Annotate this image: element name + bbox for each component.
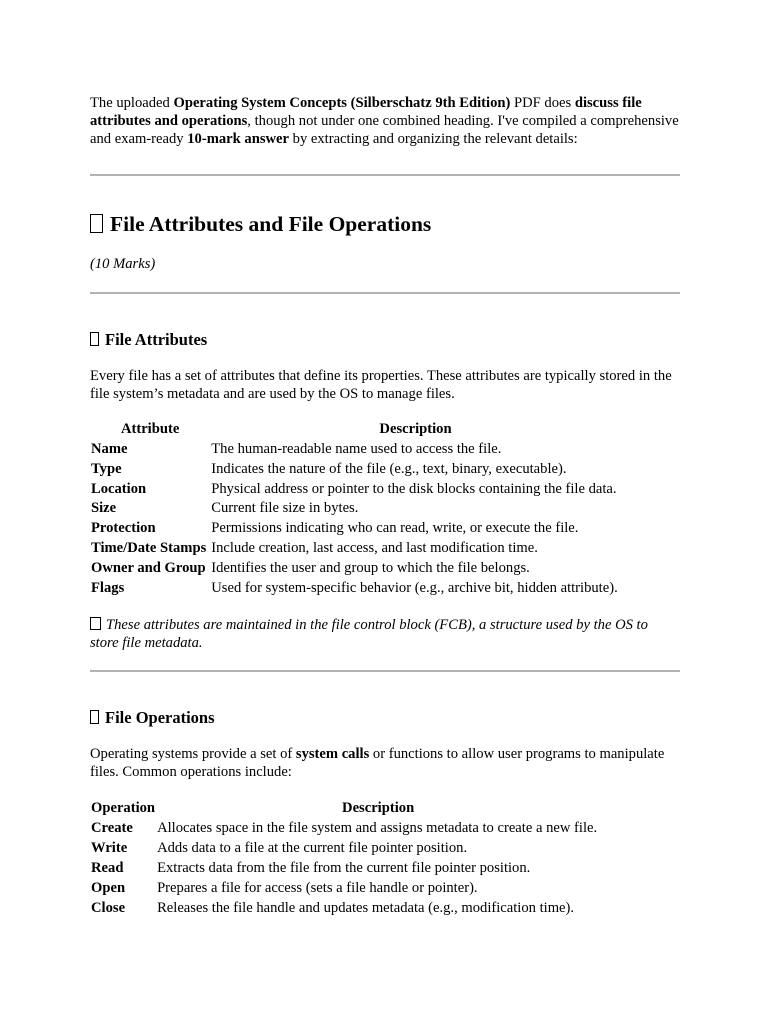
attribute-name: Size xyxy=(91,500,117,517)
operation-name: Read xyxy=(91,859,124,876)
attribute-description: Indicates the nature of the file (e.g., text, binary, executable). xyxy=(211,460,567,477)
operations-text-2: or functions to allow user programs to manipulate files. Common operations include: xyxy=(90,746,665,781)
table-row xyxy=(89,519,620,539)
attribute-description: Identifies the user and group to which the file belongs. xyxy=(211,559,530,576)
intro-marks: 10-mark answer xyxy=(187,131,289,147)
section-heading-text: File Operations xyxy=(105,708,215,728)
missing-glyph-icon xyxy=(90,710,99,724)
column-header-operation: Operation xyxy=(91,800,156,817)
intro-text-2: PDF does xyxy=(510,95,575,111)
fcb-note-text: These attributes are maintained in the file control block (FCB), a structure used by the OS to store file metadata. xyxy=(90,617,648,652)
operation-name: Close xyxy=(91,899,126,916)
fcb-note xyxy=(90,616,680,652)
intro-text-3: , though not under one combined heading. I've compiled a comprehensive and exam-ready xyxy=(90,113,679,147)
missing-glyph-icon xyxy=(90,332,99,346)
column-header-description: Description xyxy=(379,421,452,437)
table-row xyxy=(89,559,620,579)
attribute-description: Permissions indicating who can read, write, or execute the file. xyxy=(211,520,579,537)
document-content xyxy=(90,94,680,918)
attribute-description: Physical address or pointer to the disk blocks containing the file data. xyxy=(211,480,617,497)
table-row xyxy=(89,819,599,839)
attribute-name: Flags xyxy=(91,579,125,596)
table-row xyxy=(89,460,620,480)
attribute-name: Name xyxy=(91,441,128,457)
missing-glyph-icon xyxy=(90,617,101,631)
table-row xyxy=(89,499,620,519)
table-header-row xyxy=(89,420,620,440)
attribute-name: Protection xyxy=(91,520,156,537)
table-row xyxy=(89,440,620,460)
intro-book-title: Operating System Concepts (Silberschatz 9th Edition) xyxy=(173,95,511,111)
column-header-attribute: Attribute xyxy=(120,421,180,437)
operation-name: Write xyxy=(91,840,128,857)
attribute-name: Time/Date Stamps xyxy=(91,539,207,556)
divider xyxy=(90,292,680,294)
table-row xyxy=(89,899,599,919)
table-header-row xyxy=(89,799,599,819)
intro-text-1: The uploaded xyxy=(90,95,174,111)
intro-text-4: by extracting and organizing the relevant details: xyxy=(289,131,578,147)
table-row xyxy=(89,579,620,599)
operations-table xyxy=(89,799,599,918)
attribute-name: Type xyxy=(91,460,122,477)
divider xyxy=(90,174,680,176)
table-row xyxy=(89,480,620,500)
attribute-description: Include creation, last access, and last modification time. xyxy=(211,539,538,556)
attributes-table xyxy=(89,420,620,598)
marks-label: (10 Marks) xyxy=(90,256,156,272)
section-heading-attributes xyxy=(90,330,680,350)
attributes-description: Every file has a set of attributes that define its properties. These attributes are typically stored in the file system’s metadata and are used by the OS to manage files. xyxy=(90,368,672,402)
attribute-description: Current file size in bytes. xyxy=(211,500,359,517)
attribute-name: Location xyxy=(91,480,147,497)
operations-text-1: Operating systems provide a set of xyxy=(90,746,296,763)
table-row xyxy=(89,539,620,559)
operations-description xyxy=(90,745,680,781)
operation-description: Prepares a file for access (sets a file handle or pointer). xyxy=(157,879,478,896)
operation-name: Create xyxy=(91,820,133,837)
intro-topic: discuss file attributes and operations xyxy=(90,95,642,129)
table-row xyxy=(89,859,599,879)
operation-name: Open xyxy=(91,879,126,896)
operation-description: Extracts data from the file from the current file pointer position. xyxy=(157,859,531,876)
missing-glyph-icon xyxy=(90,214,103,233)
operation-description: Allocates space in the file system and assigns metadata to create a new file. xyxy=(157,820,598,837)
intro-paragraph xyxy=(90,94,680,148)
table-row xyxy=(89,839,599,859)
section-heading-text: File Attributes xyxy=(105,330,208,349)
attribute-name: Owner and Group xyxy=(91,559,206,576)
page-title-text: File Attributes and File Operations xyxy=(110,212,432,236)
attribute-description: Used for system-specific behavior (e.g., archive bit, hidden attribute). xyxy=(211,579,618,596)
column-header-description: Description xyxy=(342,800,415,817)
page-title xyxy=(90,211,680,237)
operation-description: Adds data to a file at the current file pointer position. xyxy=(157,840,468,857)
operations-system-calls: system calls xyxy=(295,746,370,763)
divider xyxy=(90,670,680,672)
table-row xyxy=(89,879,599,899)
section-heading-operations xyxy=(90,708,680,728)
attribute-description: The human-readable name used to access the file. xyxy=(211,441,502,457)
operation-description: Releases the file handle and updates metadata (e.g., modification time). xyxy=(157,899,575,916)
